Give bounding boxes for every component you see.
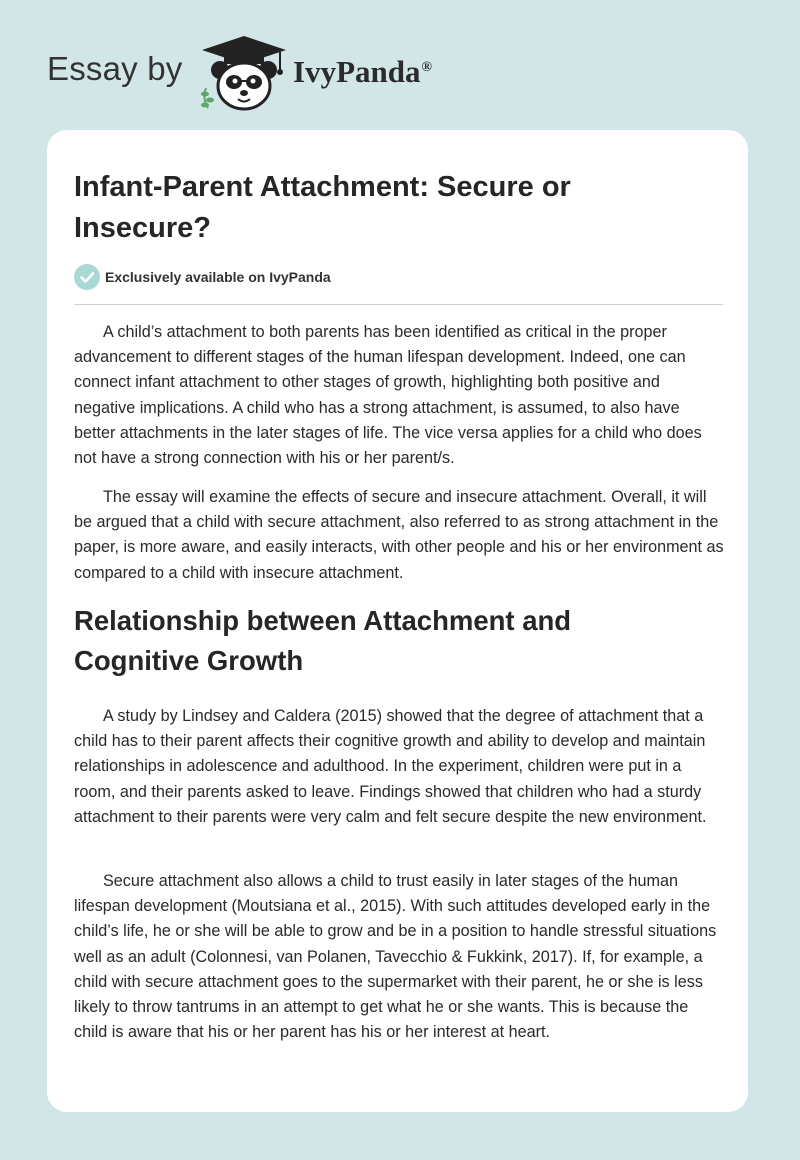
- brand-prefix: Essay by: [47, 50, 183, 87]
- paragraph: A study by Lindsey and Caldera (2015) showed that the degree of attachment that a child has to their parent affects their cognitive growth and ability to develop and maintain relationships in adolescence and adulthood. In the experiment, children were put in a room, and their parents asked to leave. Findings showed that children who had a sturdy attachment to their parents were very calm and felt secure despite the new environment.: [74, 707, 707, 826]
- check-icon: [74, 264, 100, 290]
- brand-name: IvyPanda®: [293, 54, 432, 89]
- section-heading: Relationship between Attachment and Cognitive Growth: [74, 605, 572, 676]
- essay-title: Infant-Parent Attachment: Secure or Insecure?: [74, 171, 571, 244]
- registered-mark: ®: [421, 59, 432, 75]
- essay-card: [47, 130, 748, 1112]
- site-header: [0, 0, 800, 125]
- exclusive-badge-row: [74, 264, 723, 305]
- paragraph: A child’s attachment to both parents has been identified as critical in the proper advancement to different stages of the human lifespan development. Indeed, one can connect infant attachment to other stages of growth, highlighting both positive and negative implications. A child who has a strong attachment, is assumed, to also have better attachments in the later stages of life. The vice versa applies for a child who does not have a strong connection with his or her parent/s.: [74, 323, 702, 468]
- paragraph: The essay will examine the effects of secure and insecure attachment. Overall, it will be argued that a child with secure attachment, also referred to as strong attachment in the paper, is more aware, and easily interacts, with other people and his or her environment as compared to a child with insecure attachment.: [74, 488, 724, 582]
- panda-graduate-icon[interactable]: [200, 34, 288, 112]
- exclusive-label: Exclusively available on IvyPanda: [105, 269, 331, 285]
- check-mark-glyph: [74, 264, 100, 290]
- paragraph: Secure attachment also allows a child to trust easily in later stages of the human lifespan development (Moutsiana et al., 2015). With such attitudes developed early in the child’s life, he or she will be able to grow and be in a position to handle stressful situations well as an adult (Colonnesi, van Polanen, Tavecchio & Fukkink, 2017). If, for example, a child with secure attachment goes to the supermarket with their parent, he or she is less likely to throw tantrums in an attempt to get what he or she wants. This is because the child is aware that his or her parent has his or her interest at heart.: [74, 872, 717, 1042]
